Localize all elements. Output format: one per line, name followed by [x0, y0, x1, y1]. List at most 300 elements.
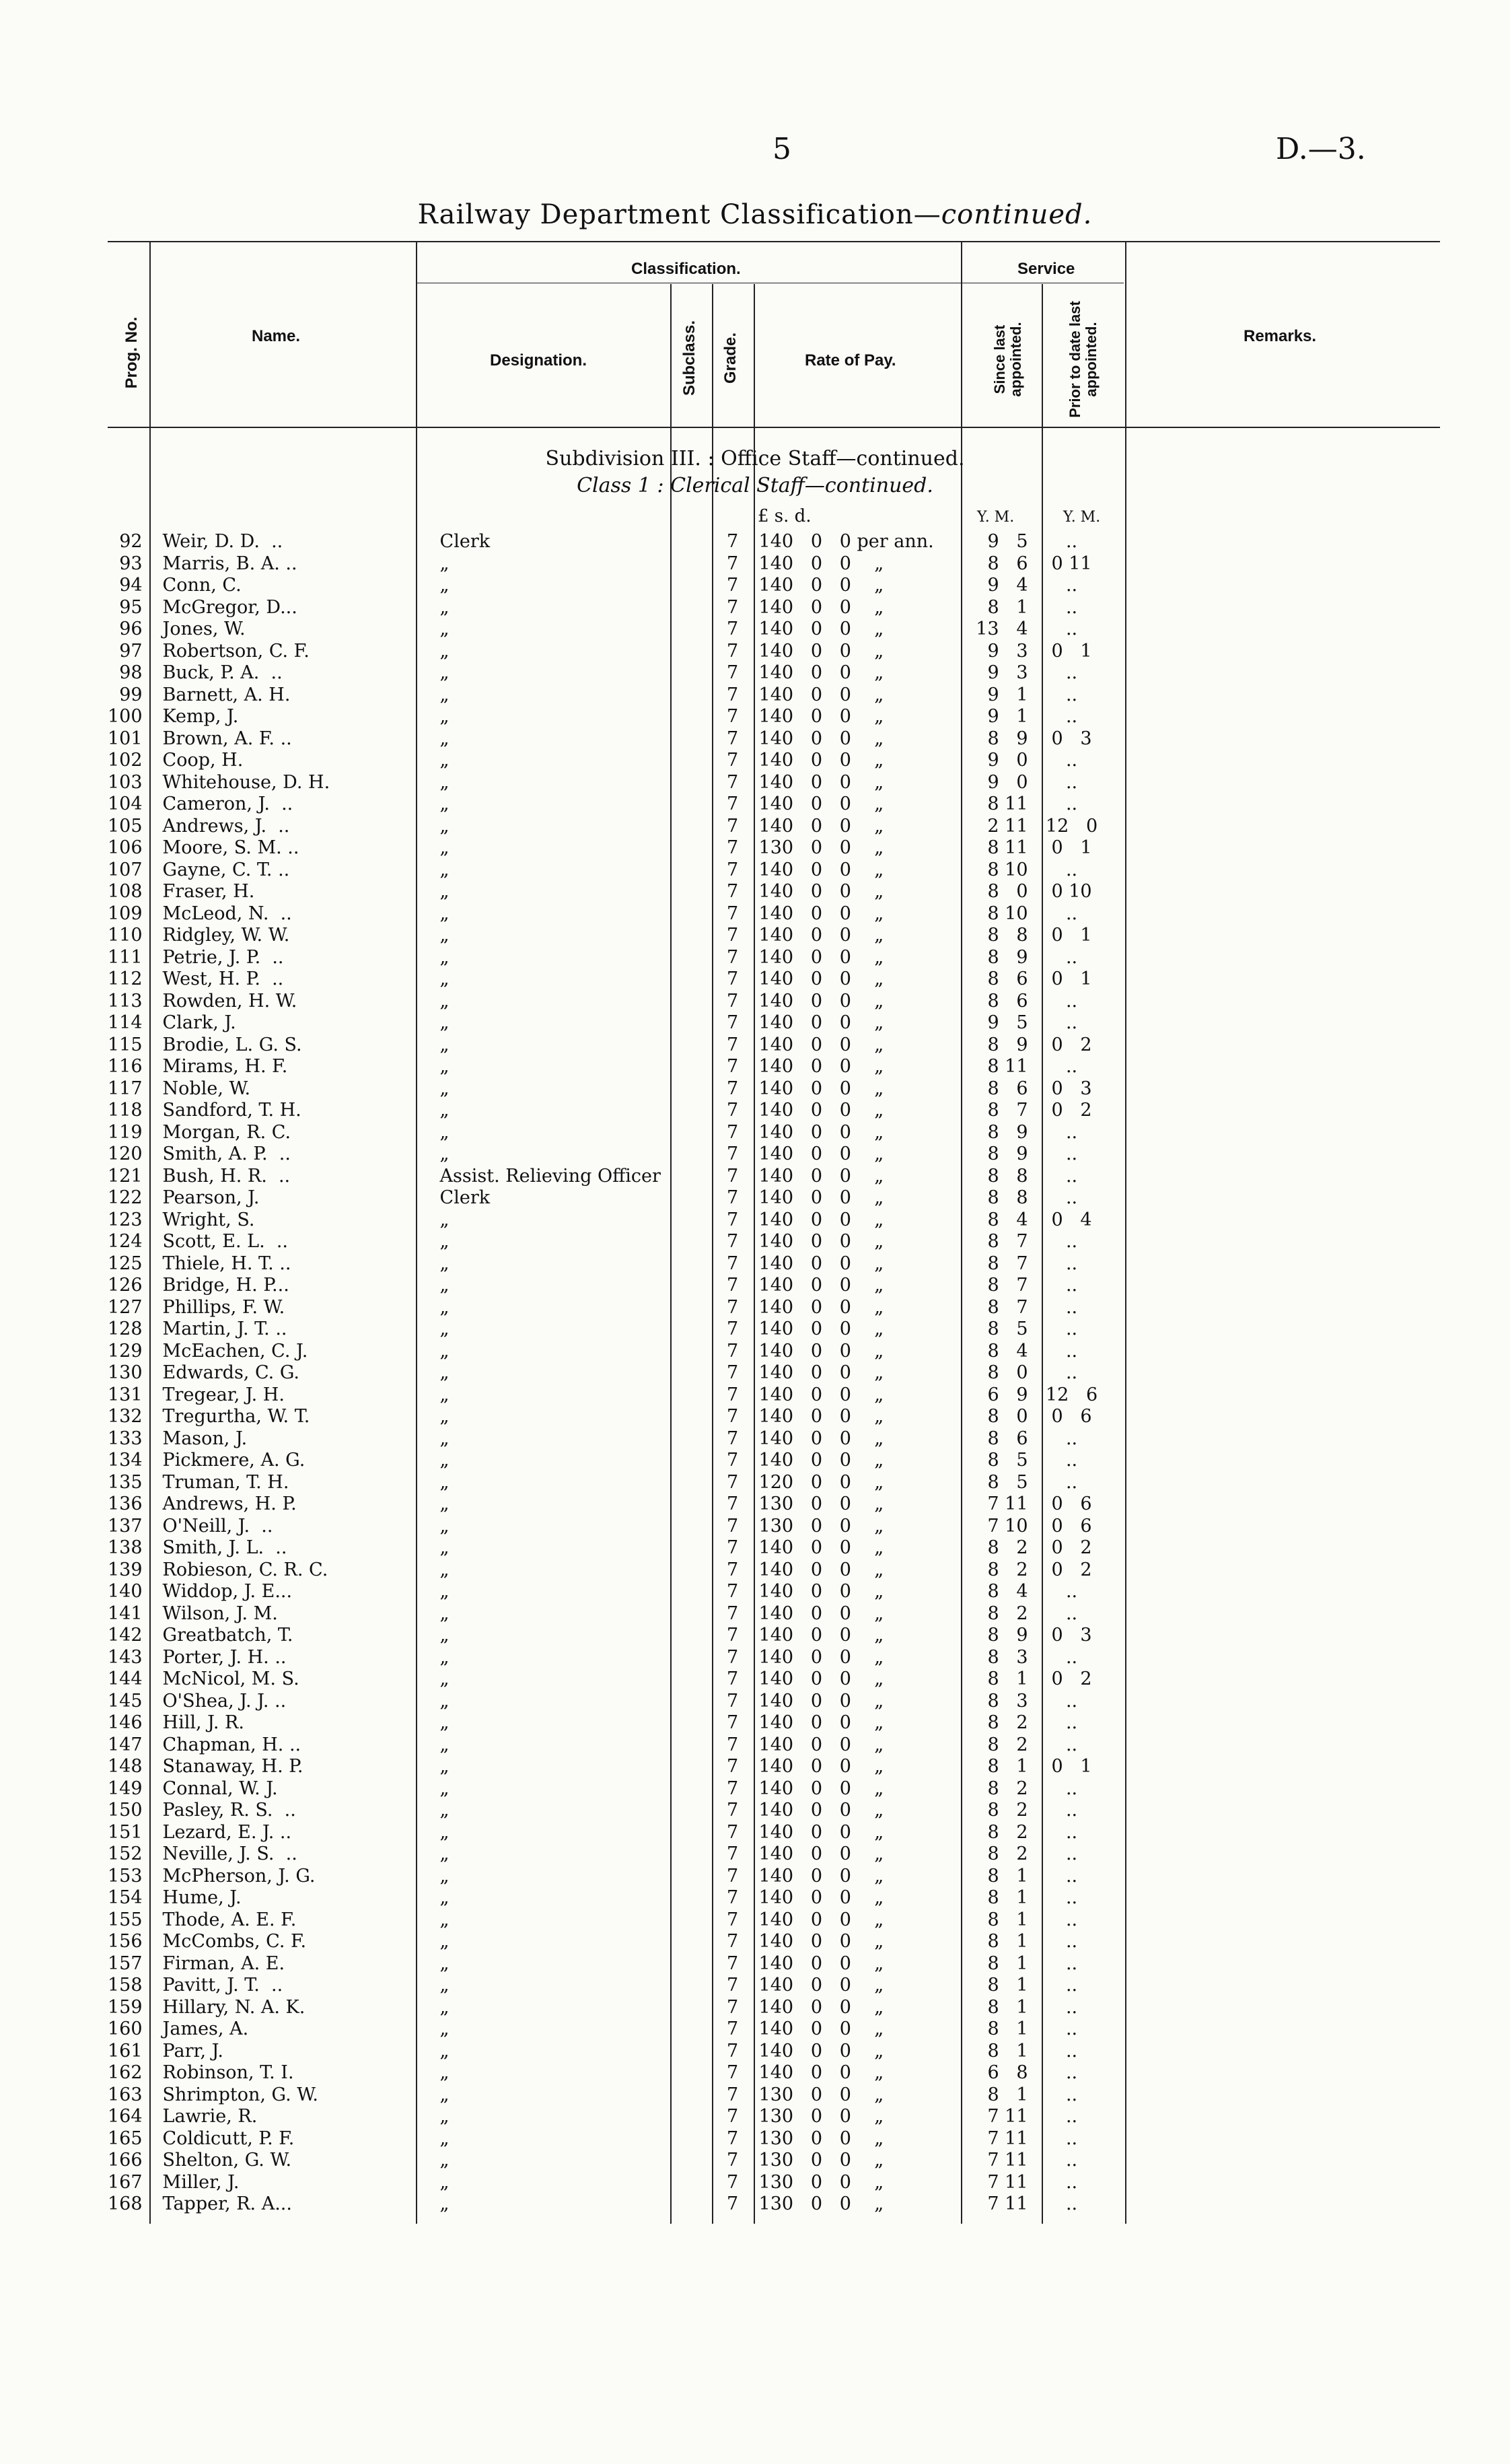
name-cell: Brodie, L. G. S.	[162, 1034, 302, 1055]
grade-cell: 7	[726, 728, 739, 749]
designation-cell: „	[439, 1646, 450, 1668]
rate-of-pay-cell: 140 0 0 „	[758, 553, 884, 574]
remarks-cell	[1109, 1493, 1486, 1516]
name-cell: Petrie, J. P. ..	[162, 946, 284, 968]
designation-cell: „	[439, 1625, 450, 1646]
prior-appointed-cell: ..	[1065, 2171, 1078, 2193]
rate-of-pay-cell: 140 0 0 „	[758, 1209, 884, 1230]
name-cell: Sandford, T. H.	[162, 1100, 301, 1121]
since-appointed-cell: 8 7	[987, 1275, 1028, 1296]
since-appointed-cell: 8 8	[987, 1165, 1028, 1187]
designation-cell: „	[439, 990, 450, 1012]
name-cell: Jones, W.	[162, 619, 246, 639]
designation-cell: „	[439, 1428, 450, 1449]
header-bottom-rule	[108, 427, 1440, 428]
grade-cell: 7	[726, 596, 739, 618]
designation-cell: „	[439, 837, 450, 858]
designation-cell: „	[439, 1100, 450, 1121]
prior-appointed-cell: 0 1	[1051, 837, 1092, 858]
designation-cell: „	[439, 771, 450, 793]
designation-cell: „	[439, 2084, 450, 2105]
grade-cell: 7	[726, 531, 739, 552]
prior-appointed-cell: ..	[1065, 662, 1078, 683]
name-cell: Robertson, C. F.	[162, 640, 310, 662]
since-appointed-cell: 8 1	[987, 2018, 1028, 2039]
name-cell: Morgan, R. C.	[162, 1121, 291, 1143]
prog-no-cell: 110	[108, 925, 143, 946]
since-appointed-cell: 8 2	[987, 1821, 1028, 1843]
subclass-cell	[696, 1275, 709, 1297]
name-cell: Coldicutt, P. F.	[162, 2127, 295, 2149]
name-cell: James, A.	[162, 2018, 249, 2039]
since-appointed-cell: 8 10	[987, 859, 1028, 880]
table-row	[108, 1100, 1486, 1122]
name-cell: Tapper, R. A...	[162, 2193, 292, 2214]
subclass-cell	[696, 2062, 709, 2084]
since-appointed-cell: 8 1	[987, 2084, 1028, 2105]
rate-of-pay-cell: 140 0 0 „	[758, 1734, 884, 1755]
grade-cell: 7	[726, 1843, 739, 1864]
prog-no-cell: 93	[119, 553, 143, 574]
since-appointed-cell: 7 11	[987, 1493, 1028, 1514]
since-appointed-cell: 2 11	[987, 815, 1028, 837]
remarks-cell	[1109, 1997, 1486, 2019]
prior-appointed-cell: ..	[1065, 2193, 1078, 2214]
document-code: D.—3.	[1276, 132, 1366, 166]
rate-of-pay-cell: 140 0 0 „	[758, 728, 884, 749]
table-row	[108, 969, 1486, 991]
remarks-cell	[1109, 2084, 1486, 2107]
since-appointed-cell: 6 8	[987, 2062, 1028, 2083]
designation-cell: „	[439, 1800, 450, 1821]
title-main: Railway Department Classification—	[417, 199, 941, 230]
designation-cell: „	[439, 575, 450, 596]
prog-no-cell: 122	[108, 1187, 143, 1208]
prior-appointed-cell: 0 6	[1051, 1406, 1092, 1427]
remarks-cell	[1109, 794, 1486, 816]
name-cell: McGregor, D...	[162, 596, 297, 618]
table-row	[108, 2172, 1486, 2194]
grade-cell: 7	[726, 990, 739, 1012]
designation-cell: „	[439, 1384, 450, 1405]
name-cell: Conn, C.	[162, 575, 242, 596]
subclass-cell	[696, 1297, 709, 1319]
name-cell: Gayne, C. T. ..	[162, 859, 290, 880]
prog-no-cell: 159	[108, 1996, 143, 2018]
grade-cell: 7	[726, 794, 739, 814]
name-cell: McEachen, C. J.	[162, 1340, 308, 1362]
table-row	[108, 1318, 1486, 1341]
rate-of-pay-cell: 140 0 0 „	[758, 1034, 884, 1055]
name-cell: Parr, J.	[162, 2040, 223, 2062]
subclass-cell	[696, 1603, 709, 1625]
rate-of-pay-cell: 140 0 0 „	[758, 1340, 884, 1362]
prog-no-cell: 111	[108, 946, 143, 968]
designation-cell: „	[439, 1975, 450, 1996]
table-row	[108, 2193, 1486, 2216]
since-appointed-cell: 8 1	[987, 1756, 1028, 1777]
rate-of-pay-cell: 140 0 0 „	[758, 1777, 884, 1799]
remarks-cell	[1109, 1450, 1486, 1472]
remarks-cell	[1109, 728, 1486, 750]
prog-no-cell: 112	[108, 969, 143, 989]
rate-of-pay-cell: 140 0 0 „	[758, 794, 884, 814]
subclass-cell	[696, 1734, 709, 1757]
since-appointed-cell: 8 1	[987, 1931, 1028, 1952]
prog-no-cell: 96	[119, 619, 143, 639]
prior-appointed-cell: 0 6	[1051, 1515, 1092, 1537]
prior-appointed-cell: ..	[1065, 1471, 1078, 1493]
prog-no-cell: 141	[108, 1603, 143, 1624]
prog-no-cell: 153	[108, 1865, 143, 1887]
name-cell: Andrews, H. P.	[162, 1493, 297, 1514]
name-cell: Tregear, J. H.	[162, 1384, 285, 1405]
grade-cell: 7	[726, 1581, 739, 1602]
header-classification: Classification.	[631, 260, 741, 278]
table-row	[108, 1362, 1486, 1384]
since-appointed-cell: 8 8	[987, 1187, 1028, 1208]
name-cell: Miller, J.	[162, 2171, 240, 2193]
designation-cell: „	[439, 1471, 450, 1493]
table-row	[108, 1231, 1486, 1253]
name-cell: Thiele, H. T. ..	[162, 1253, 291, 1274]
grade-cell: 7	[726, 1078, 739, 1099]
since-appointed-cell: 8 1	[987, 1668, 1028, 1689]
table-row	[108, 1012, 1486, 1034]
prog-no-cell: 118	[108, 1100, 143, 1121]
name-cell: Martin, J. T. ..	[162, 1318, 287, 1339]
prog-no-cell: 114	[108, 1012, 143, 1033]
name-cell: Pasley, R. S. ..	[162, 1800, 296, 1821]
prog-no-cell: 116	[108, 1056, 143, 1077]
grade-cell: 7	[726, 1887, 739, 1908]
name-cell: Marris, B. A. ..	[162, 553, 297, 574]
designation-cell: Assist. Relieving Officer	[439, 1165, 661, 1187]
remarks-cell	[1109, 1625, 1486, 1647]
remarks-cell	[1109, 2041, 1486, 2063]
table-row	[108, 1493, 1486, 1516]
since-appointed-cell: 8 8	[987, 925, 1028, 946]
prior-appointed-cell: ..	[1065, 1887, 1078, 1908]
subclass-cell	[696, 2084, 709, 2107]
grade-cell: 7	[726, 859, 739, 880]
prog-no-cell: 100	[108, 706, 143, 727]
designation-cell: „	[439, 596, 450, 618]
name-cell: Coop, H.	[162, 750, 244, 771]
rate-of-pay-cell: 140 0 0 „	[758, 706, 884, 727]
grade-cell: 7	[726, 1865, 739, 1887]
name-cell: Whitehouse, D. H.	[162, 771, 330, 793]
subclass-cell	[696, 2150, 709, 2172]
prog-no-cell: 154	[108, 1887, 143, 1908]
prog-no-cell: 94	[119, 575, 143, 596]
name-cell: Greatbatch, T.	[162, 1625, 293, 1646]
remarks-cell	[1109, 1428, 1486, 1450]
prior-appointed-cell: ..	[1065, 1275, 1078, 1296]
prior-appointed-cell: ..	[1065, 1428, 1078, 1449]
remarks-cell	[1109, 2106, 1486, 2128]
since-appointed-cell: 8 3	[987, 1646, 1028, 1668]
since-appointed-cell: 9 1	[987, 684, 1028, 705]
table-row	[108, 991, 1486, 1013]
grade-cell: 7	[726, 706, 739, 727]
table-row	[108, 2128, 1486, 2150]
subclass-cell	[696, 2041, 709, 2063]
designation-cell: „	[439, 1756, 450, 1777]
designation-cell: „	[439, 2127, 450, 2149]
designation-cell: „	[439, 1340, 450, 1362]
prog-no-cell: 107	[108, 859, 143, 880]
remarks-cell	[1109, 1166, 1486, 1188]
rate-of-pay-cell: 140 0 0 „	[758, 903, 884, 924]
header-remarks: Remarks.	[1244, 327, 1317, 345]
name-cell: Neville, J. S. ..	[162, 1843, 297, 1864]
since-appointed-cell: 8 6	[987, 1428, 1028, 1449]
since-appointed-cell: 8 2	[987, 1843, 1028, 1864]
rate-of-pay-cell: 140 0 0 „	[758, 1712, 884, 1733]
prog-no-cell: 127	[108, 1296, 143, 1318]
prog-no-cell: 104	[108, 794, 143, 814]
designation-cell: „	[439, 969, 450, 989]
since-appointed-cell: 8 11	[987, 1056, 1028, 1077]
subclass-cell	[696, 1493, 709, 1516]
grade-cell: 7	[726, 1931, 739, 1952]
remarks-cell	[1109, 1341, 1486, 1363]
name-cell: Truman, T. H.	[162, 1471, 289, 1493]
since-appointed-cell: 9 5	[987, 531, 1028, 552]
rate-of-pay-cell: 140 0 0 „	[758, 1143, 884, 1164]
designation-cell: „	[439, 1143, 450, 1164]
grade-cell: 7	[726, 969, 739, 989]
grade-cell: 7	[726, 1996, 739, 2018]
grade-cell: 7	[726, 575, 739, 596]
remarks-cell	[1109, 575, 1486, 597]
rate-of-pay-cell: 130 0 0 „	[758, 2150, 884, 2171]
since-appointed-cell: 8 9	[987, 1143, 1028, 1164]
prog-no-cell: 148	[108, 1756, 143, 1777]
name-cell: Stanaway, H. P.	[162, 1756, 303, 1777]
designation-cell: „	[439, 1931, 450, 1952]
remarks-cell	[1109, 1384, 1486, 1407]
subclass-cell	[696, 1253, 709, 1275]
name-cell: Barnett, A. H.	[162, 684, 291, 705]
remarks-cell	[1109, 1843, 1486, 1866]
prog-no-cell: 121	[108, 1165, 143, 1187]
rate-of-pay-cell: 140 0 0 „	[758, 1187, 884, 1208]
rate-of-pay-cell: 130 0 0 „	[758, 2171, 884, 2193]
prog-no-cell: 164	[108, 2106, 143, 2127]
remarks-cell	[1109, 925, 1486, 947]
designation-cell: „	[439, 662, 450, 683]
since-appointed-cell: 8 9	[987, 1625, 1028, 1646]
grade-cell: 7	[726, 684, 739, 705]
prior-appointed-cell: 0 1	[1051, 969, 1092, 989]
designation-cell: „	[439, 1121, 450, 1143]
name-cell: Hume, J.	[162, 1887, 242, 1908]
grade-cell: 7	[726, 881, 739, 902]
since-appointed-cell: 8 4	[987, 1340, 1028, 1362]
rate-of-pay-cell: 130 0 0 „	[758, 2127, 884, 2149]
grade-cell: 7	[726, 1275, 739, 1296]
page-number: 5	[772, 132, 791, 166]
prior-appointed-cell: ..	[1065, 531, 1078, 552]
subclass-cell	[696, 1100, 709, 1122]
remarks-cell	[1109, 2150, 1486, 2172]
header-service: Service	[1017, 260, 1075, 278]
since-appointed-cell: 8 1	[987, 1952, 1028, 1974]
prior-appointed-cell: ..	[1065, 946, 1078, 968]
rate-of-pay-cell: 140 0 0 „	[758, 1275, 884, 1296]
subclass-cell	[696, 1472, 709, 1494]
remarks-cell	[1109, 903, 1486, 925]
remarks-cell	[1109, 1275, 1486, 1297]
table-row	[108, 859, 1486, 882]
subclass-cell	[696, 1406, 709, 1428]
remarks-cell	[1109, 1056, 1486, 1078]
prior-appointed-cell: ..	[1065, 1909, 1078, 1930]
subclass-cell	[696, 969, 709, 991]
remarks-cell	[1109, 1931, 1486, 1953]
grade-cell: 7	[726, 1056, 739, 1077]
remarks-cell	[1109, 1078, 1486, 1100]
name-cell: Smith, A. P. ..	[162, 1143, 291, 1164]
prior-appointed-cell: ..	[1065, 2062, 1078, 2083]
name-cell: Pickmere, A. G.	[162, 1450, 305, 1471]
subclass-cell	[696, 1866, 709, 1888]
name-cell: Andrews, J. ..	[162, 815, 290, 837]
rate-of-pay-cell: 140 0 0 „	[758, 859, 884, 880]
remarks-cell	[1109, 619, 1486, 641]
grade-cell: 7	[726, 1406, 739, 1427]
name-cell: Mason, J.	[162, 1428, 248, 1449]
subclass-cell	[696, 1581, 709, 1603]
table-row	[108, 1143, 1486, 1166]
rate-of-pay-cell: 140 0 0 „	[758, 1012, 884, 1033]
grade-cell: 7	[726, 1952, 739, 1974]
prior-appointed-cell: ..	[1065, 1931, 1078, 1952]
designation-cell: „	[439, 1559, 450, 1580]
subclass-cell	[696, 2193, 709, 2216]
name-cell: Buck, P. A. ..	[162, 662, 283, 683]
table-row	[108, 553, 1486, 575]
remarks-cell	[1109, 1603, 1486, 1625]
grade-cell: 7	[726, 1143, 739, 1164]
table-row	[108, 1603, 1486, 1625]
remarks-cell	[1109, 816, 1486, 838]
designation-cell: „	[439, 1450, 450, 1471]
header-rate-of-pay: Rate of Pay.	[805, 351, 896, 369]
rate-of-pay-cell: 140 0 0 „	[758, 990, 884, 1012]
rate-of-pay-cell: 140 0 0 „	[758, 1603, 884, 1624]
subclass-cell	[696, 903, 709, 925]
subclass-cell	[696, 1450, 709, 1472]
table-row	[108, 684, 1486, 707]
rate-of-pay-cell: 140 0 0 „	[758, 1865, 884, 1887]
name-cell: Hill, J. R.	[162, 1712, 244, 1733]
subclass-cell	[696, 1143, 709, 1166]
subclass-cell	[696, 1931, 709, 1953]
table-row	[108, 1625, 1486, 1647]
remarks-cell	[1109, 1953, 1486, 1975]
since-appointed-cell: 8 10	[987, 903, 1028, 924]
rate-of-pay-cell: 140 0 0 „	[758, 1909, 884, 1930]
prior-appointed-cell: ..	[1065, 1121, 1078, 1143]
remarks-cell	[1109, 991, 1486, 1013]
name-cell: Ridgley, W. W.	[162, 925, 290, 946]
since-appointed-cell: 8 2	[987, 1800, 1028, 1821]
table-row	[108, 1559, 1486, 1582]
table-row	[108, 1253, 1486, 1275]
rate-of-pay-cell: 140 0 0 „	[758, 750, 884, 771]
rate-of-pay-cell: 140 0 0 „	[758, 1690, 884, 1712]
table-row	[108, 662, 1486, 684]
rate-of-pay-cell: 130 0 0 „	[758, 1493, 884, 1514]
name-cell: Mirams, H. F.	[162, 1056, 288, 1077]
name-cell: Moore, S. M. ..	[162, 837, 299, 858]
remarks-cell	[1109, 531, 1486, 553]
grade-cell: 7	[726, 1428, 739, 1449]
grade-cell: 7	[726, 946, 739, 968]
designation-cell: „	[439, 1952, 450, 1974]
remarks-cell	[1109, 1472, 1486, 1494]
since-appointed-cell: 8 9	[987, 1034, 1028, 1055]
grade-cell: 7	[726, 2040, 739, 2062]
prior-appointed-cell: ..	[1065, 596, 1078, 618]
grade-cell: 7	[726, 925, 739, 946]
designation-cell: „	[439, 553, 450, 574]
since-appointed-cell: 8 6	[987, 1078, 1028, 1099]
since-appointed-cell: 8 6	[987, 990, 1028, 1012]
grade-cell: 7	[726, 1165, 739, 1187]
subclass-cell	[696, 1537, 709, 1559]
remarks-cell	[1109, 2193, 1486, 2216]
title-continued: continued.	[941, 199, 1093, 230]
prior-appointed-cell: ..	[1065, 1975, 1078, 1996]
subclass-cell	[696, 1384, 709, 1407]
prior-appointed-cell: ..	[1065, 1187, 1078, 1208]
name-cell: O'Neill, J. ..	[162, 1515, 273, 1537]
since-appointed-cell: 7 11	[987, 2171, 1028, 2193]
designation-cell: „	[439, 1012, 450, 1033]
name-cell: Cameron, J. ..	[162, 794, 293, 814]
subclass-cell	[696, 1975, 709, 1997]
grade-cell: 7	[726, 662, 739, 683]
prior-appointed-cell: 0 4	[1051, 1209, 1092, 1230]
rate-of-pay-cell: 140 0 0 „	[758, 1625, 884, 1646]
name-cell: Shelton, G. W.	[162, 2150, 292, 2171]
prior-appointed-cell: ..	[1065, 684, 1078, 705]
table-row	[108, 1800, 1486, 1822]
remarks-cell	[1109, 553, 1486, 575]
prior-appointed-cell: ..	[1065, 619, 1078, 639]
grade-cell: 7	[726, 1121, 739, 1143]
since-appointed-cell: 8 9	[987, 946, 1028, 968]
prior-appointed-cell: ..	[1065, 1253, 1078, 1274]
subclass-cell	[696, 1122, 709, 1144]
since-appointed-cell: 8 2	[987, 1603, 1028, 1624]
since-appointed-cell: 8 6	[987, 553, 1028, 574]
table-row	[108, 750, 1486, 772]
remarks-cell	[1109, 947, 1486, 969]
since-appointed-cell: 8 9	[987, 728, 1028, 749]
prog-no-cell: 165	[108, 2127, 143, 2149]
subclass-cell	[696, 1778, 709, 1800]
name-cell: Pearson, J.	[162, 1187, 260, 1208]
since-appointed-cell: 7 11	[987, 2193, 1028, 2214]
grade-cell: 7	[726, 1646, 739, 1668]
subclass-cell	[696, 1997, 709, 2019]
designation-cell: „	[439, 1362, 450, 1383]
